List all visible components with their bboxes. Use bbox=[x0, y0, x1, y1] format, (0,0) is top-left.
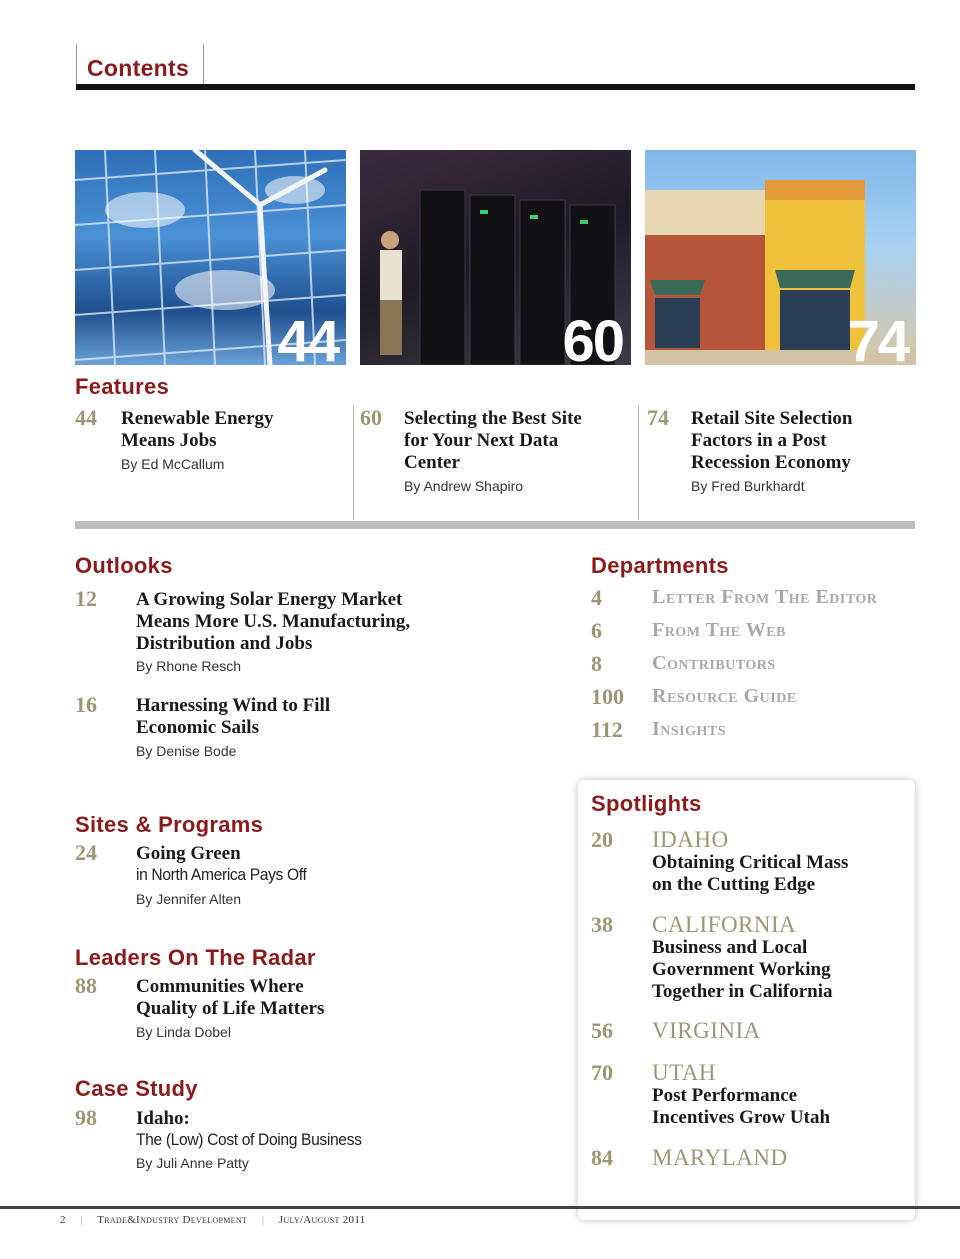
feature-byline: By Ed McCallum bbox=[121, 456, 225, 472]
sites-programs-heading: Sites & Programs bbox=[75, 812, 264, 837]
department-link[interactable]: From The Web bbox=[652, 619, 786, 641]
department-page-number[interactable]: 112 bbox=[591, 717, 623, 742]
feature-title[interactable]: Retail Site Selection Factors in a Post Recession Economy bbox=[691, 408, 853, 473]
page-footer bbox=[60, 1214, 366, 1226]
spotlight-page-number[interactable]: 20 bbox=[591, 827, 613, 852]
department-link[interactable]: Insights bbox=[652, 718, 727, 740]
department-page-number[interactable]: 100 bbox=[591, 684, 624, 709]
spotlights-heading: Spotlights bbox=[591, 791, 702, 816]
retail-building-photo[interactable] bbox=[645, 150, 916, 365]
article-byline: By Jennifer Alten bbox=[136, 891, 242, 907]
spotlight-page-number[interactable]: 70 bbox=[591, 1060, 613, 1085]
article-page-number[interactable]: 98 bbox=[75, 1105, 97, 1130]
page-title: Contents bbox=[87, 55, 190, 81]
spotlight-state[interactable]: IDAHO bbox=[652, 827, 729, 852]
article-title[interactable]: Communities Where Quality of Life Matters bbox=[136, 976, 325, 1019]
features-heading: Features bbox=[75, 374, 170, 399]
column-divider bbox=[638, 405, 639, 520]
feature-title[interactable]: Renewable Energy Means Jobs bbox=[121, 408, 274, 451]
department-link[interactable]: Contributors bbox=[652, 652, 776, 674]
features-divider-bar bbox=[75, 521, 915, 529]
page-number: 2 bbox=[60, 1214, 66, 1226]
article-subtitle: in North America Pays Off bbox=[136, 865, 307, 884]
spotlight-title[interactable]: Obtaining Critical Mass on the Cutting Edge bbox=[652, 852, 849, 895]
article-title[interactable]: Going Green bbox=[136, 843, 241, 864]
article-byline: By Linda Dobel bbox=[136, 1024, 231, 1040]
spotlight-state[interactable]: MARYLAND bbox=[652, 1145, 788, 1170]
data-center-photo[interactable] bbox=[360, 150, 631, 365]
article-page-number[interactable]: 12 bbox=[75, 586, 97, 611]
spotlight-title[interactable]: Post Performance Incentives Grow Utah bbox=[652, 1085, 831, 1128]
article-title[interactable]: A Growing Solar Energy Market Means More U.S. Manufacturing, Distribution and Jobs bbox=[136, 589, 411, 654]
case-study-heading: Case Study bbox=[75, 1076, 198, 1101]
column-divider bbox=[353, 405, 354, 520]
article-page-number[interactable]: 88 bbox=[75, 973, 97, 998]
departments-heading: Departments bbox=[591, 553, 729, 578]
leaders-heading: Leaders On The Radar bbox=[75, 945, 316, 970]
feature-page-number[interactable]: 60 bbox=[360, 405, 382, 430]
header-rule bbox=[76, 84, 915, 90]
issue-date: July/August 2011 bbox=[278, 1214, 366, 1226]
article-title[interactable]: Idaho: bbox=[136, 1108, 190, 1129]
feature-byline: By Andrew Shapiro bbox=[404, 478, 524, 494]
article-page-number[interactable]: 16 bbox=[75, 692, 97, 717]
spotlight-state[interactable]: CALIFORNIA bbox=[652, 912, 797, 937]
feature-image-number: 74 bbox=[847, 309, 908, 365]
article-subtitle: The (Low) Cost of Doing Business bbox=[136, 1130, 362, 1149]
department-link[interactable]: Resource Guide bbox=[652, 685, 797, 707]
feature-byline: By Fred Burkhardt bbox=[691, 478, 805, 494]
article-page-number[interactable]: 24 bbox=[75, 840, 97, 865]
feature-page-number[interactable]: 44 bbox=[75, 405, 97, 430]
spotlight-page-number[interactable]: 56 bbox=[591, 1018, 613, 1043]
spotlight-page-number[interactable]: 84 bbox=[591, 1145, 613, 1170]
article-title[interactable]: Harnessing Wind to Fill Economic Sails bbox=[136, 695, 331, 738]
footer-rule bbox=[0, 1206, 960, 1209]
solar-panel-wind-turbine-photo[interactable] bbox=[75, 150, 346, 365]
spotlight-state[interactable]: VIRGINIA bbox=[652, 1018, 761, 1043]
footer-separator: | bbox=[261, 1214, 265, 1226]
outlooks-heading: Outlooks bbox=[75, 553, 173, 578]
feature-image-number: 44 bbox=[277, 309, 338, 365]
spotlight-page-number[interactable]: 38 bbox=[591, 912, 613, 937]
feature-title[interactable]: Selecting the Best Site for Your Next Data Center bbox=[404, 408, 582, 473]
department-page-number[interactable]: 8 bbox=[591, 651, 602, 676]
department-page-number[interactable]: 6 bbox=[591, 618, 602, 643]
article-byline: By Juli Anne Patty bbox=[136, 1155, 249, 1171]
article-byline: By Denise Bode bbox=[136, 743, 237, 759]
feature-page-number[interactable]: 74 bbox=[647, 405, 669, 430]
spotlight-state[interactable]: UTAH bbox=[652, 1060, 717, 1085]
department-page-number[interactable]: 4 bbox=[591, 585, 602, 610]
feature-image-number: 60 bbox=[562, 309, 623, 365]
article-byline: By Rhone Resch bbox=[136, 658, 242, 674]
footer-separator: | bbox=[80, 1214, 83, 1226]
department-link[interactable]: Letter From The Editor bbox=[652, 586, 878, 608]
spotlight-title[interactable]: Business and Local Government Working Together in California bbox=[652, 937, 833, 1002]
publication-name: Trade&Industry Development bbox=[97, 1214, 248, 1226]
